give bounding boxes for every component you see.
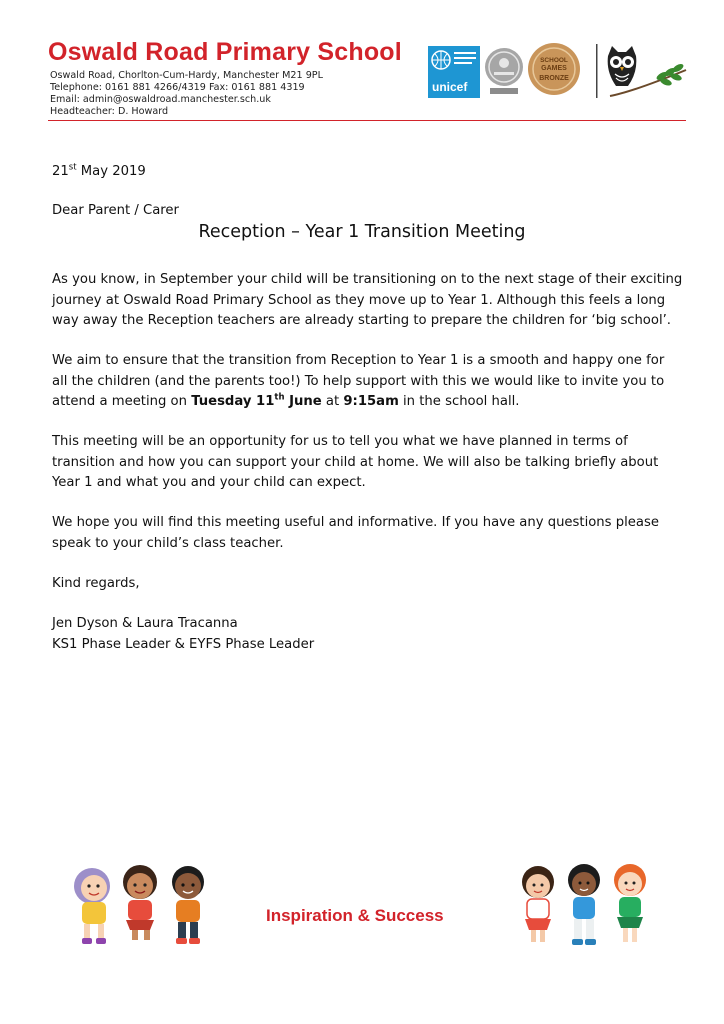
letter-title: Reception – Year 1 Transition Meeting [198, 222, 526, 242]
unicef-wordmark: unicef [432, 80, 468, 94]
paragraph-line: transition and how you can support your child at home. We will also be talking briefly about [52, 454, 659, 470]
children-illustration-left [64, 858, 224, 952]
signatory-roles: KS1 Phase Leader & EYFS Phase Leader [52, 637, 315, 652]
letter-date: 21st May 2019 [52, 162, 146, 179]
globe-icon [428, 46, 480, 80]
paragraph-line: speak to your child’s class teacher. [52, 535, 284, 551]
owl-logo [596, 42, 688, 98]
letterhead [48, 38, 688, 122]
signatories: Jen Dyson & Laura Tracanna [52, 616, 238, 631]
school-name: Oswald Road Primary School [48, 38, 402, 66]
greeting: Dear Parent / Carer [52, 203, 179, 218]
paragraph-line: attend a meeting on Tuesday 11th June at 9:15am in the school hall. [52, 392, 520, 409]
paragraph-1 [52, 270, 692, 332]
paragraph-line: We aim to ensure that the transition from Reception to Year 1 is a smooth and happy one for [52, 353, 665, 368]
school-address: Oswald Road, Chorlton-Cum-Hardy, Manchester M21 9PL [50, 70, 323, 81]
meeting-date: Tuesday 11th June [191, 392, 322, 409]
bronze-label: BRONZE [539, 75, 569, 82]
svg-text:SCHOOL: SCHOOL [540, 57, 568, 64]
school-telephone: Telephone: 0161 881 4266/4319 Fax: 0161 881 4319 [50, 82, 305, 93]
unicef-rights-respecting-badge [428, 46, 480, 98]
school-games-bronze-badge [528, 40, 580, 98]
paragraph-2 [52, 351, 692, 413]
silver-award-badge [484, 46, 524, 96]
paragraph-line: This meeting will be an opportunity for us to tell you what we have planned in terms of [52, 434, 628, 449]
school-email: Email: admin@oswaldroad.manchester.sch.uk [50, 94, 271, 105]
paragraph-line: all the children (and the parents too!) To help support with this we would like to invite you to [52, 373, 665, 389]
paragraph-line: way away the Reception teachers are already starting to prepare the children for ‘big school’. [52, 313, 671, 328]
sign-off: Kind regards, [52, 576, 140, 591]
paragraph-3 [52, 432, 692, 494]
children-illustration-right [512, 856, 662, 956]
headteacher: Headteacher: D. Howard [50, 106, 169, 117]
paragraph-line: As you know, in September your child will be transitioning on to the next stage of their exciting [52, 272, 683, 287]
header-divider [48, 120, 686, 121]
paragraph-line: We hope you will find this meeting useful and informative. If you have any questions please [52, 515, 659, 530]
meeting-time: 9:15am [343, 394, 399, 409]
school-motto: Inspiration & Success [266, 906, 444, 925]
paragraph-line: journey at Oswald Road Primary School as they move up to Year 1. Although this feels a long [52, 292, 666, 308]
paragraph-line: Year 1 and what you and your child can expect. [52, 475, 366, 490]
svg-text:GAMES: GAMES [541, 65, 567, 72]
paragraph-4 [52, 513, 692, 554]
